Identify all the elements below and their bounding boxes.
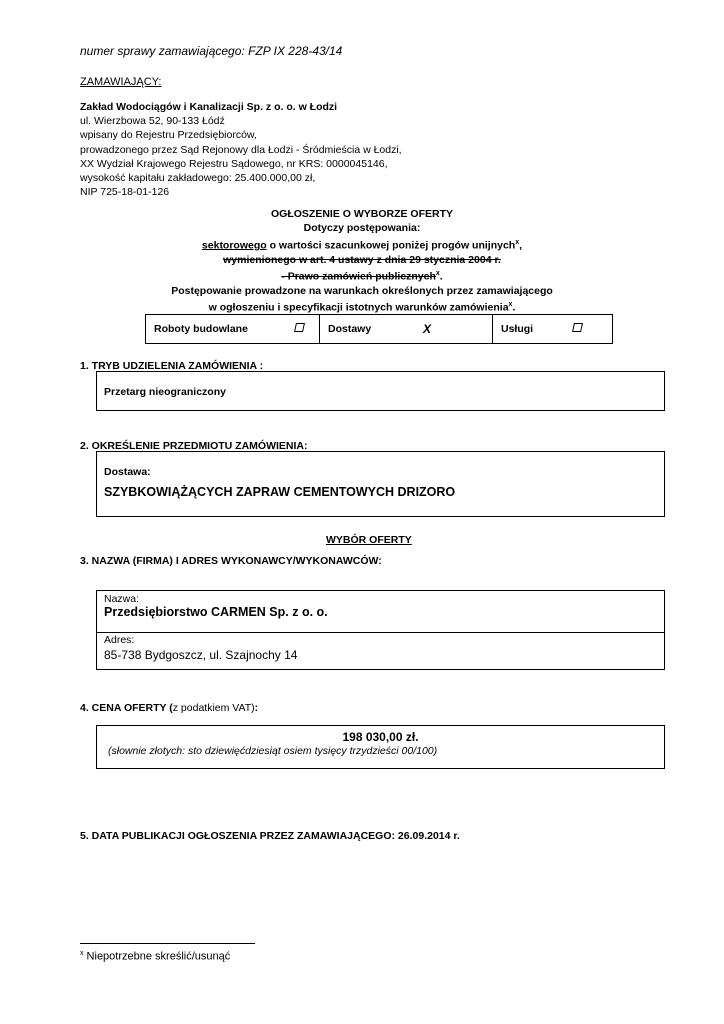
section-1-box (96, 371, 665, 411)
procedure-sector: sektorowego (201, 239, 267, 252)
price-in-words: (słownie złotych: sto dziewięćdziesiąt osiem tysięcy trzydzieści 00/100) (108, 745, 438, 757)
divider (97, 632, 664, 633)
order-type-works (146, 315, 319, 343)
footnote (80, 950, 230, 963)
buyer-capital: wysokość kapitału zakładowego: 25.400.000,00 zł, (80, 172, 316, 185)
procedure-mode: Przetarg nieograniczony (104, 386, 226, 398)
footnote-ref: x (515, 238, 520, 246)
case-reference: numer sprawy zamawiającego: FZP IX 228-43/14 (80, 44, 343, 58)
order-type-supplies (319, 315, 492, 343)
buyer-block (80, 100, 402, 199)
order-type-label: Dostawy (328, 323, 372, 335)
notice-title: OGŁOSZENIE O WYBORZE OFERTY (270, 208, 453, 220)
contractor-address: 85-738 Bydgoszcz, ul. Szajnochy 14 (104, 648, 298, 662)
checked-x-mark: X (423, 322, 432, 336)
notice-conditions-2 (120, 298, 604, 315)
notice-procedure-type (120, 236, 604, 253)
notice-legal-basis (120, 253, 604, 267)
punct: : (254, 702, 259, 714)
section-1-heading: 1. TRYB UDZIELENIA ZAMÓWIENIA : (80, 360, 264, 372)
footnote-separator (80, 943, 255, 944)
buyer-registry: wpisany do Rejestru Przedsiębiorców, (80, 129, 257, 142)
section-4-box (96, 725, 665, 769)
procedure-threshold: o wartości szacunkowej poniżej progów unijnych (266, 239, 516, 252)
section-5-heading: 5. DATA PUBLIKACJI OGŁOSZENIA PRZEZ ZAMAWIAJĄCEGO: 26.09.2014 r. (80, 830, 460, 842)
order-type-table (145, 314, 613, 344)
footnote-ref: x (435, 270, 440, 278)
buyer-name: Zakład Wodociągów i Kanalizacji Sp. z o. o. w Łodzi (80, 101, 338, 113)
offer-price: 198 030,00 zł. (342, 730, 419, 744)
conditions-text: w ogłoszeniu i specyfikacji istotnych warunków zamówienia (208, 301, 509, 314)
punct: . (439, 270, 443, 283)
contractor-name-label: Nazwa: (104, 593, 140, 605)
price-vat-note: z podatkiem VAT) (172, 702, 255, 714)
price-heading: 4. CENA OFERTY ( (80, 702, 173, 714)
subject-value: SZYBKOWIĄŻĄCYCH ZAPRAW CEMENTOWYCH DRIZORO (104, 485, 456, 499)
order-type-services (492, 315, 612, 343)
footnote-text: Niepotrzebne skreślić/usunąć (83, 950, 231, 963)
struck-article: wymienionego w art. 4 ustawy z dnia 29 stycznia 2004 r. (223, 253, 501, 266)
notice-header (120, 207, 604, 315)
section-4-heading (80, 702, 258, 714)
buyer-krs: XX Wydział Krajowego Rejestru Sądowego, nr KRS: 0000045146, (80, 157, 388, 170)
order-type-label: Usługi (501, 323, 534, 335)
selection-title: WYBÓR OFERTY (326, 534, 412, 546)
contractor-address-label: Adres: (104, 634, 135, 646)
section-2-box (96, 451, 665, 517)
order-type-label: Roboty budowlane (154, 323, 248, 335)
footnote-ref: x (508, 301, 513, 309)
struck-law: - Prawo zamówień publicznych (281, 270, 436, 283)
punct: , (519, 239, 523, 252)
subject-label: Dostawa: (104, 466, 151, 478)
buyer-nip: NIP 725-18-01-126 (80, 186, 170, 199)
buyer-label: ZAMAWIAJĄCY: (80, 76, 162, 88)
unchecked-box-icon (573, 323, 582, 335)
footnote-mark: x (80, 950, 84, 957)
notice-conditions: Postępowanie prowadzone na warunkach określonych przez zamawiającego (171, 285, 553, 298)
notice-subtitle: Dotyczy postępowania: (303, 222, 421, 235)
section-3-box (96, 590, 665, 670)
buyer-address: ul. Wierzbowa 52, 90-133 Łódź (80, 115, 225, 128)
notice-law (120, 267, 604, 284)
punct: . (512, 301, 516, 314)
section-2-heading: 2. OKREŚLENIE PRZEDMIOTU ZAMÓWIENIA: (80, 440, 308, 452)
contractor-name: Przedsiębiorstwo CARMEN Sp. z o. o. (104, 605, 328, 619)
section-3-heading: 3. NAZWA (FIRMA) I ADRES WYKONAWCY/WYKONAWCÓW: (80, 555, 382, 567)
buyer-court: prowadzonego przez Sąd Rejonowy dla Łodzi - Śródmieścia w Łodzi, (80, 143, 402, 156)
unchecked-box-icon (295, 323, 304, 335)
